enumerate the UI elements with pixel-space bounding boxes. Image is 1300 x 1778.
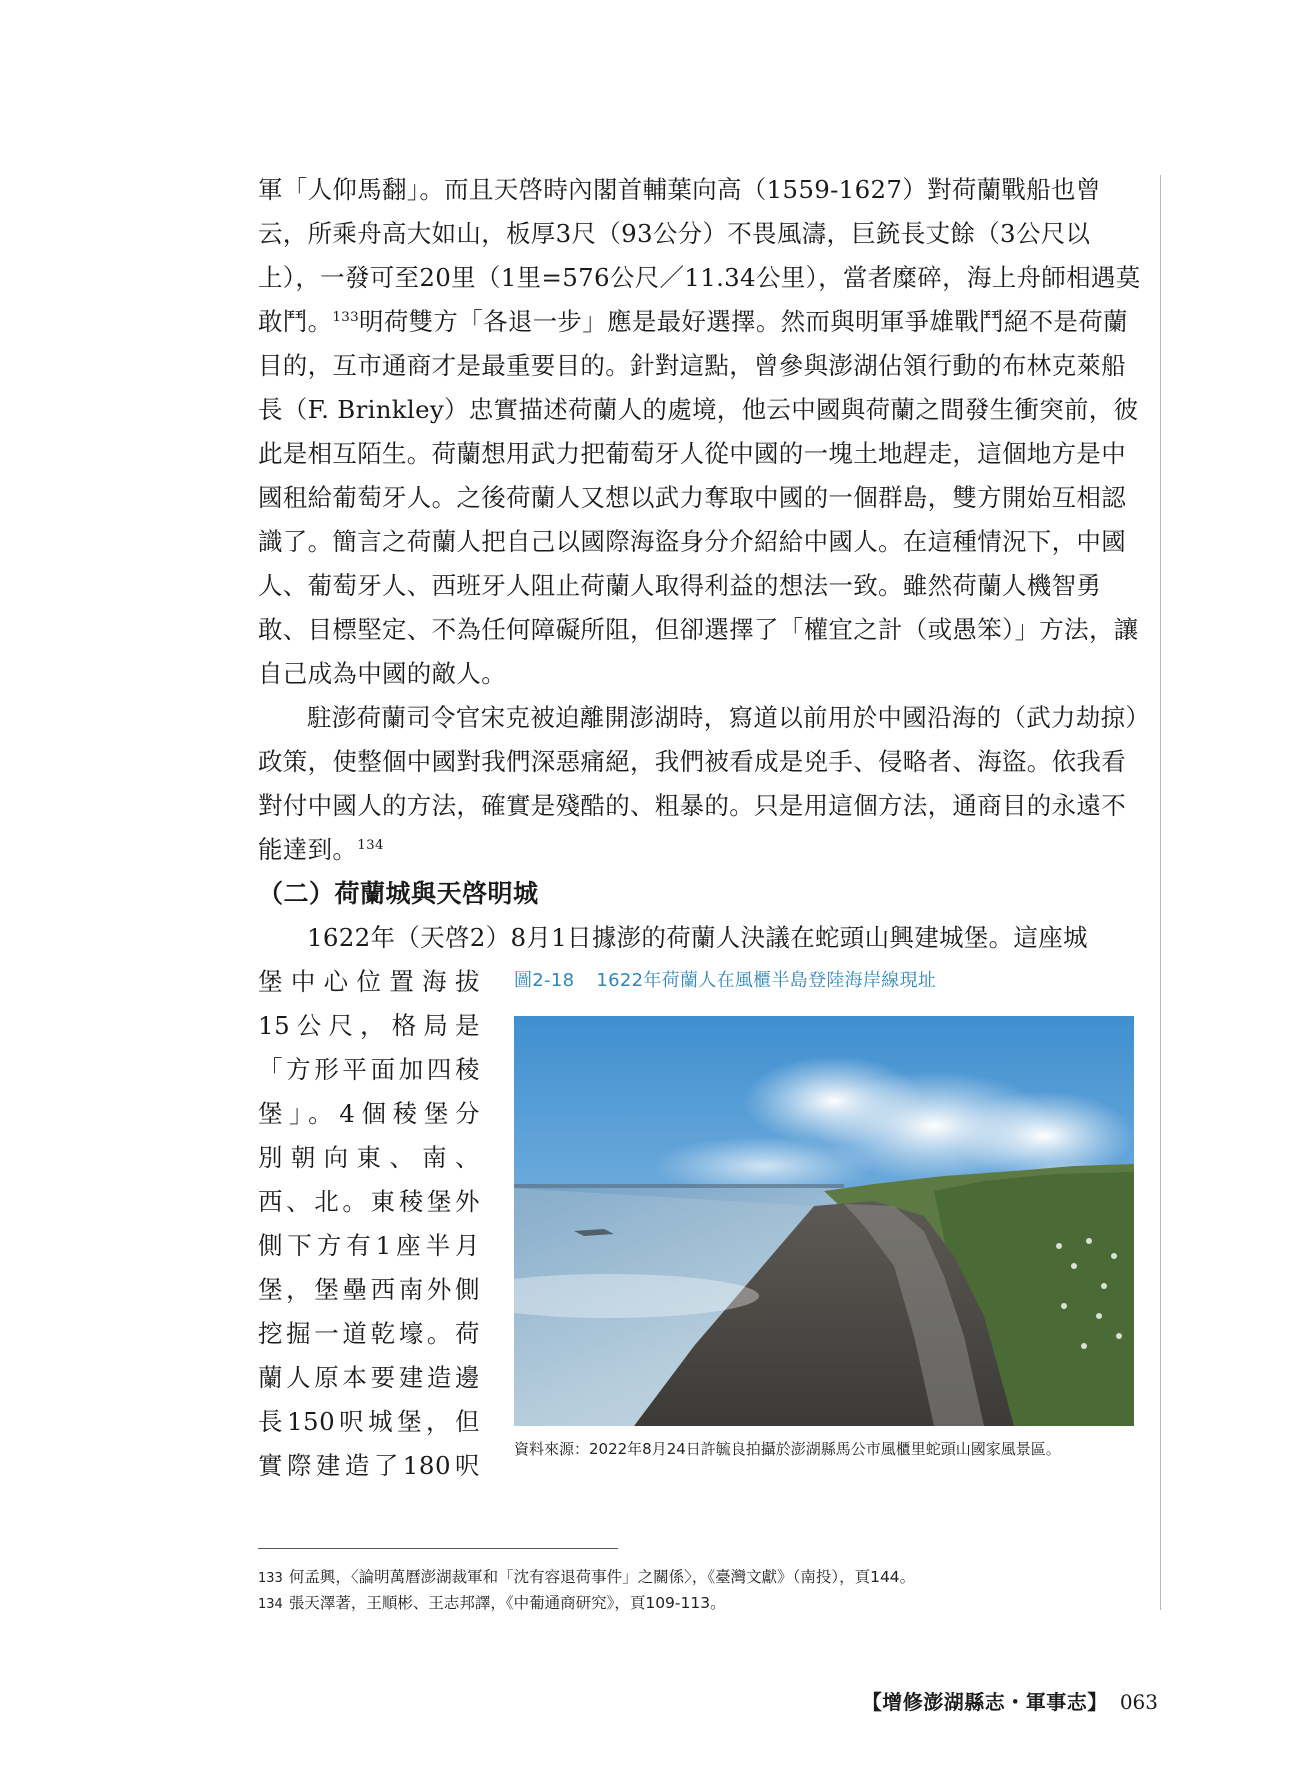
footnote-134	[258, 1592, 1138, 1616]
column-line: 實際建造了180呎	[258, 1451, 480, 1480]
footnote-ref-134[interactable]: 134	[357, 836, 384, 853]
margin-rule	[1160, 175, 1161, 1610]
section-lead-line: 1622年（天啓2）8月1日據澎的荷蘭人決議在蛇頭山興建城堡。這座城	[307, 923, 1088, 952]
footnote-divider	[258, 1548, 618, 1549]
page-number: 063	[1119, 1690, 1158, 1714]
wrapped-text-column	[258, 960, 480, 1488]
figure-label: 圖2-18	[514, 970, 575, 991]
photo-illustration	[514, 1016, 1134, 1426]
figure-title: 1622年荷蘭人在風櫃半島登陸海岸線現址	[596, 970, 937, 991]
column-line: 15公尺，格局是	[258, 1011, 480, 1040]
footnote-number: 134	[258, 1597, 283, 1612]
column-line: 「方形平面加四稜	[258, 1055, 480, 1084]
running-footer	[862, 1686, 1158, 1715]
column-line: 別朝向東、南、	[258, 1143, 480, 1172]
column-line: 堡」。4個稜堡分	[258, 1099, 480, 1128]
section-heading: （二）荷蘭城與天啓明城	[258, 879, 539, 908]
footnote-number: 133	[258, 1571, 283, 1586]
column-line: 側下方有1座半月	[258, 1231, 480, 1260]
figure-source: 資料來源：2022年8月24日許毓良拍攝於澎湖縣馬公市風櫃里蛇頭山國家風景區。	[514, 1440, 1061, 1458]
column-line: 挖掘一道乾壕。荷	[258, 1319, 480, 1348]
footnote-ref-133[interactable]: 133	[332, 308, 360, 325]
column-line: 蘭人原本要建造邊	[258, 1363, 480, 1392]
figure-2-18	[514, 968, 1134, 1458]
footnote-text: 張天澤著，王順彬、王志邦譯，《中葡通商研究》，頁109-113。	[288, 1594, 726, 1612]
column-line: 堡中心位置海拔	[258, 967, 480, 996]
column-line: 堡，堡壘西南外側	[258, 1275, 480, 1304]
column-line: 西、北。東稜堡外	[258, 1187, 480, 1216]
book-title: 【增修澎湖縣志・軍事志】	[861, 1690, 1108, 1714]
paragraph-2: 駐澎荷蘭司令官宋克被迫離開澎湖時，寫道以前用於中國沿海的（武力劫掠）政策，使整個中國對我們深惡痛絕，我們被看成是兇手、侵略者、海盜。依我看對付中國人的方法，確實是殘酷的、粗暴的。只是用這個方法，通商目的永遠不能達到。$^{134}$	[258, 703, 1138, 864]
paragraph-1: 軍「人仰馬翻」。而且天啓時內閣首輔葉向高（1559-1627）對荷蘭戰船也曾云，所乘舟高大如山，板厚3尺（93公分）不畏風濤，巨銃長丈餘（3公尺以上），一發可至20里（1里=576公尺／11.34公里），當者糜碎，海上舟師相遇莫敢鬥。$^{133}$明荷雙方「各退一步」應是最好選擇。然而與明軍爭雄戰鬥絕不是荷蘭目的，互市通商才是最重要目的。針對這點，曾參與澎湖佔領行動的布林克萊船長（F. Brinkley）忠實描述荷蘭人的處境，他云中國與荷蘭之間發生衝突前，彼此是相互陌生。荷蘭想用武力把葡萄牙人從中國的一塊土地趕走，這個地方是中國租給葡萄牙人。之後荷蘭人又想以武力奪取中國的一個群島，雙方開始互相認識了。簡言之荷蘭人把自己以國際海盜身分介紹給中國人。在這種情況下，中國人、葡萄牙人、西班牙人阻止荷蘭人取得利益的想法一致。雖然荷蘭人機智勇敢、目標堅定、不為任何障礙所阻，但卻選擇了「權宜之計（或愚笨）」方法，讓自己成為中國的敵人。	[258, 175, 1141, 688]
main-text	[258, 168, 1148, 872]
footnote-133	[258, 1566, 1138, 1590]
coastline-photo	[514, 1016, 1134, 1426]
footnote-text: 何孟興，〈論明萬曆澎湖裁軍和「沈有容退荷事件」之關係〉，《臺灣文獻》（南投），頁144。	[288, 1568, 916, 1586]
column-line: 長150呎城堡，但	[258, 1407, 480, 1436]
figure-caption	[514, 968, 1134, 994]
